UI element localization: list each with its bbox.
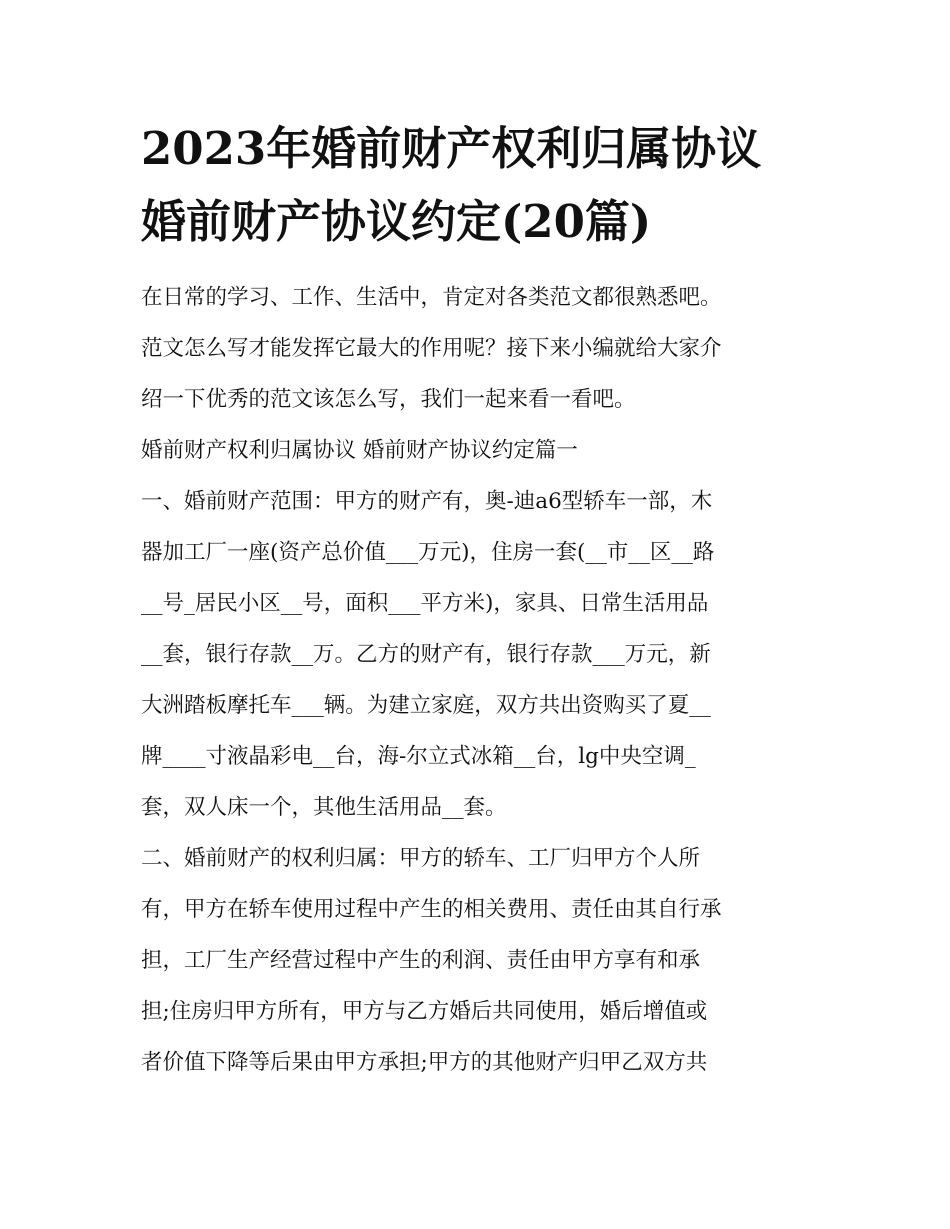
clause-two-line: 者价值下降等后果由甲方承担;甲方的其他财产归甲乙双方共 (141, 1050, 708, 1075)
clause-two-line: 担;住房归甲方所有，甲方与乙方婚后共同使用，婚后增值或 (141, 999, 708, 1024)
title-line: 2023年婚前财产权利归属协议 (141, 122, 762, 175)
clause-one-line: __套，银行存款__万。乙方的财产有，银行存款___万元，新 (141, 642, 711, 667)
clause-two-line: 担，工厂生产经营过程中产生的利润、责任由甲方享有和承 (141, 948, 701, 973)
intro-line: 在日常的学习、工作、生活中，肯定对各类范文都很熟悉吧。 (141, 285, 722, 310)
clause-one-line: 器加工厂一座(资产总价值___万元)，住房一套(__市__区__路 (141, 540, 715, 565)
clause-one-line: 牌____寸液晶彩电__台，海-尔立式冰箱__台，lg中央空调_ (141, 744, 696, 769)
document-title (141, 112, 811, 258)
document-page (141, 112, 811, 1088)
clause-one-line: 套，双人床一个，其他生活用品__套。 (141, 795, 507, 820)
clause-one-line: __号_居民小区__号，面积___平方米)，家具、日常生活用品 (141, 591, 709, 616)
clause-two-line: 二、婚前财产的权利归属：甲方的轿车、工厂归甲方个人所 (141, 846, 701, 871)
intro-line: 绍一下优秀的范文该怎么写，我们一起来看一看吧。 (141, 387, 636, 412)
section-heading: 婚前财产权利归属协议 婚前财产协议约定篇一 (141, 438, 578, 463)
intro-paragraph (141, 272, 811, 425)
clause-one-line: 大洲踏板摩托车___辆。为建立家庭，双方共出资购买了夏__ (141, 693, 711, 718)
intro-line: 范文怎么写才能发挥它最大的作用呢？接下来小编就给大家介 (141, 336, 722, 361)
clause-two-line: 有，甲方在轿车使用过程中产生的相关费用、责任由其自行承 (141, 897, 722, 922)
clause-two-paragraph (141, 833, 811, 1088)
clause-one-paragraph (141, 476, 811, 833)
title-line: 婚前财产协议约定(20篇) (141, 195, 652, 248)
clause-one-line: 一、婚前财产范围：甲方的财产有，奥-迪a6型轿车一部，木 (141, 489, 713, 514)
